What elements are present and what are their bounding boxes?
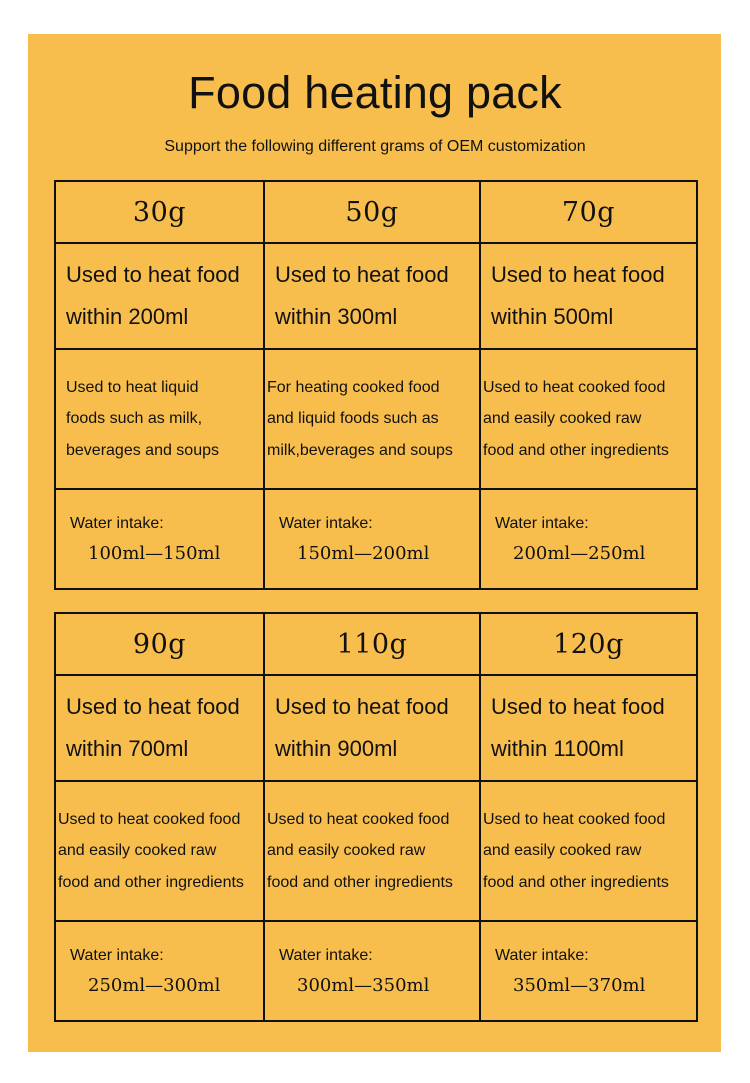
page-title: Food heating pack — [188, 67, 562, 118]
capacity-line: within 1100ml — [491, 736, 624, 761]
description-line: food and other ingredients — [483, 873, 669, 891]
capacity-cell — [264, 675, 480, 781]
description-line: Used to heat liquid — [66, 378, 199, 396]
water-intake-value: 100ml—150ml — [88, 543, 221, 564]
capacity-cell — [55, 243, 264, 349]
water-intake-label: Water intake: — [70, 515, 164, 532]
weight-cell: 120g — [480, 613, 697, 675]
capacity-cell — [480, 243, 697, 349]
description-line: Used to heat cooked food — [483, 378, 666, 396]
weight-row — [55, 181, 697, 243]
capacity-line: within 500ml — [491, 304, 614, 329]
water-cell — [264, 921, 480, 1021]
water-intake-value: 300ml—350ml — [297, 975, 430, 996]
description-line: milk,beverages and soups — [267, 441, 453, 459]
water-cell — [55, 489, 264, 589]
description-line: Used to heat cooked food — [58, 810, 241, 828]
description-cell — [264, 781, 480, 921]
capacity-line: within 700ml — [66, 736, 189, 761]
description-line: food and other ingredients — [267, 873, 453, 891]
description-row — [55, 349, 697, 489]
water-intake-value: 350ml—370ml — [513, 975, 646, 996]
description-line: and easily cooked raw — [483, 410, 642, 428]
water-cell — [480, 489, 697, 589]
description-line: and easily cooked raw — [267, 842, 426, 860]
description-cell — [264, 349, 480, 489]
spec-table-1 — [54, 180, 698, 590]
capacity-line: Used to heat food — [491, 694, 665, 719]
water-cell — [55, 921, 264, 1021]
description-row — [55, 781, 697, 921]
description-line: and liquid foods such as — [267, 410, 439, 428]
water-intake-label: Water intake: — [70, 947, 164, 964]
description-line: foods such as milk, — [66, 410, 203, 428]
water-intake-value: 250ml—300ml — [88, 975, 221, 996]
description-cell — [55, 781, 264, 921]
capacity-line: within 900ml — [275, 736, 398, 761]
water-intake-label: Water intake: — [279, 947, 373, 964]
weight-cell: 90g — [55, 613, 264, 675]
capacity-line: Used to heat food — [66, 262, 240, 287]
capacity-line: Used to heat food — [66, 694, 240, 719]
weight-cell: 110g — [264, 613, 480, 675]
capacity-row — [55, 243, 697, 349]
description-line: For heating cooked food — [267, 378, 440, 396]
description-cell — [480, 349, 697, 489]
page-subtitle: Support the following different grams of OEM customization — [164, 138, 586, 155]
capacity-row — [55, 675, 697, 781]
water-cell — [480, 921, 697, 1021]
description-line: and easily cooked raw — [483, 842, 642, 860]
description-line: food and other ingredients — [483, 441, 669, 459]
description-line: beverages and soups — [66, 441, 219, 459]
capacity-line: within 300ml — [275, 304, 398, 329]
water-row — [55, 921, 697, 1021]
weight-cell: 30g — [55, 181, 264, 243]
water-intake-value: 200ml—250ml — [513, 543, 646, 564]
capacity-line: Used to heat food — [491, 262, 665, 287]
water-intake-value: 150ml—200ml — [297, 543, 430, 564]
capacity-cell — [264, 243, 480, 349]
description-cell — [55, 349, 264, 489]
capacity-cell — [55, 675, 264, 781]
description-line: Used to heat cooked food — [483, 810, 666, 828]
water-intake-label: Water intake: — [279, 515, 373, 532]
description-line: and easily cooked raw — [58, 842, 217, 860]
water-cell — [264, 489, 480, 589]
capacity-line: within 200ml — [66, 304, 189, 329]
spec-table-2 — [54, 612, 698, 1022]
capacity-line: Used to heat food — [275, 694, 449, 719]
capacity-line: Used to heat food — [275, 262, 449, 287]
water-row — [55, 489, 697, 589]
weight-row — [55, 613, 697, 675]
description-cell — [480, 781, 697, 921]
capacity-cell — [480, 675, 697, 781]
weight-cell: 50g — [264, 181, 480, 243]
water-intake-label: Water intake: — [495, 947, 589, 964]
description-line: Used to heat cooked food — [267, 810, 450, 828]
description-line: food and other ingredients — [58, 873, 244, 891]
weight-cell: 70g — [480, 181, 697, 243]
water-intake-label: Water intake: — [495, 515, 589, 532]
